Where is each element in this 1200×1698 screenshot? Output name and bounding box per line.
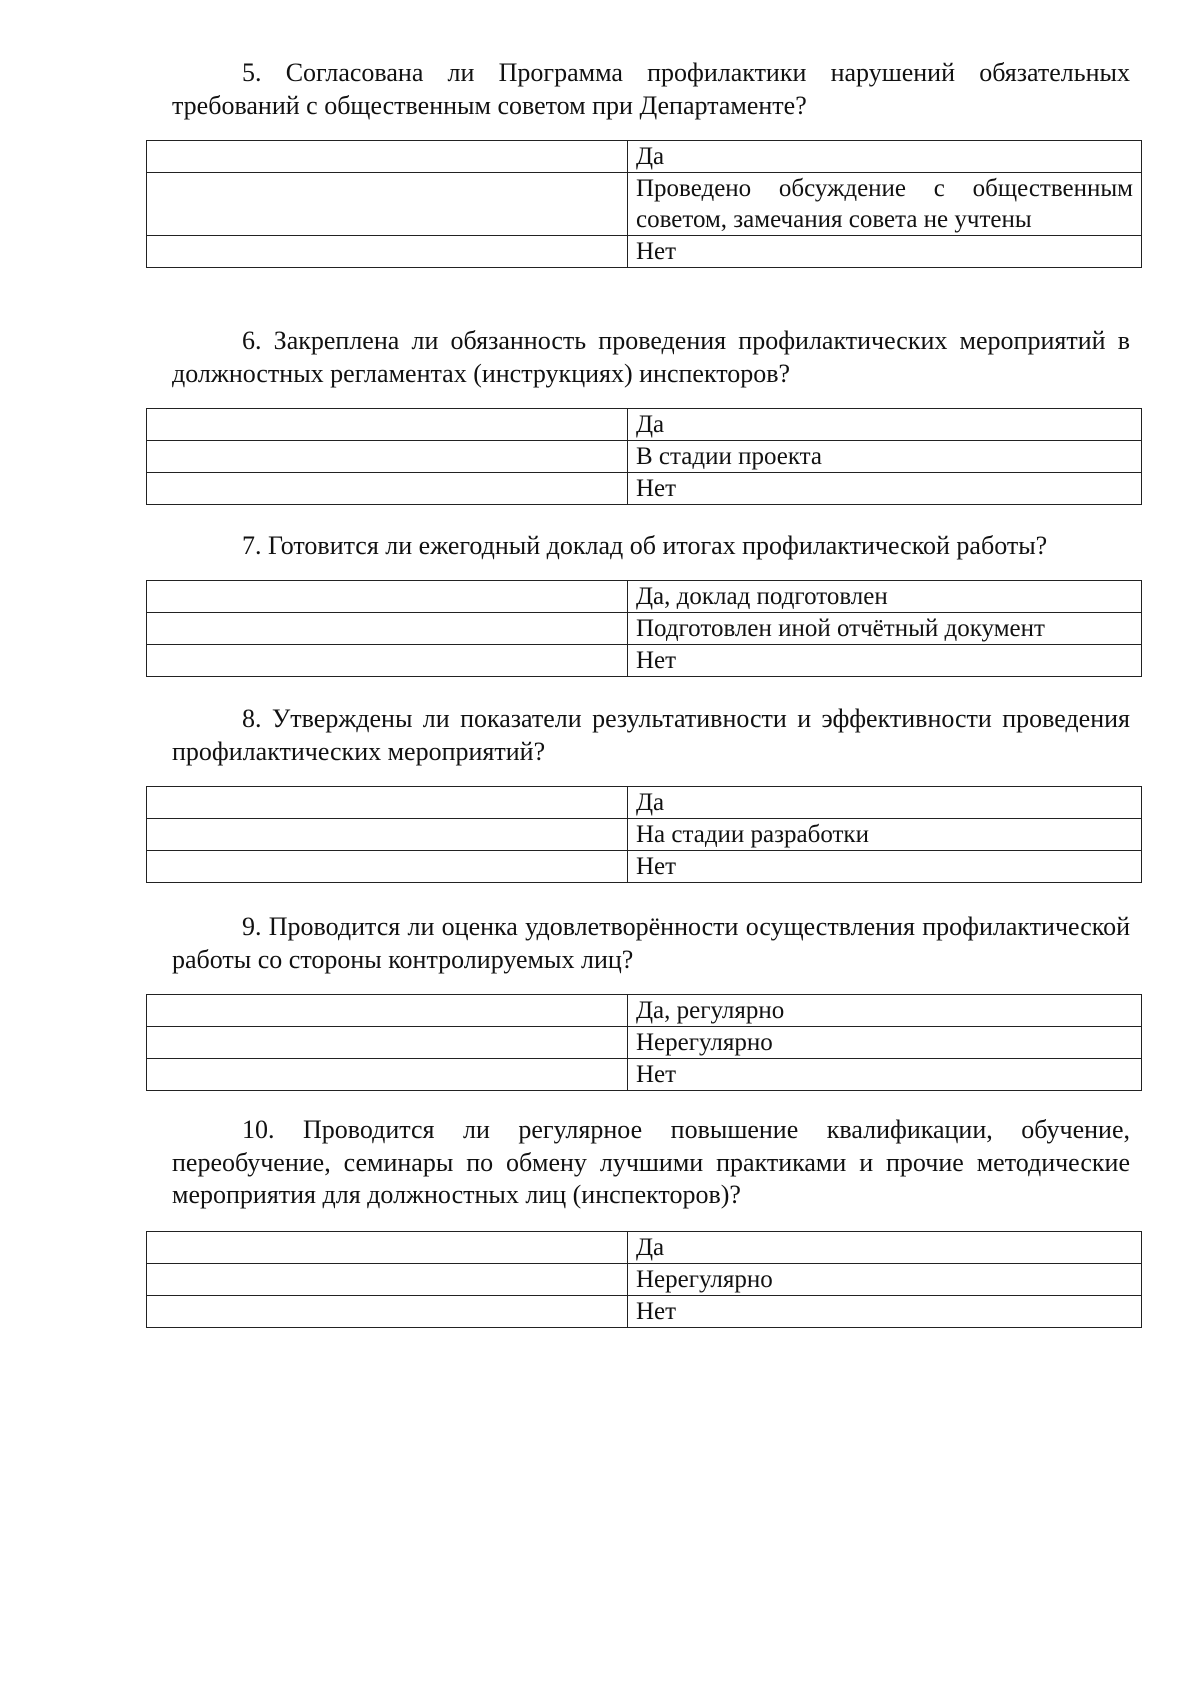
answer-row (147, 1264, 1142, 1296)
answer-mark-cell[interactable] (147, 613, 628, 645)
question-7: 7. Готовится ли ежегодный доклад об итогах профилактической работы? (242, 531, 1048, 560)
answer-row (147, 645, 1142, 677)
answer-mark-cell[interactable] (147, 1232, 628, 1264)
answer-option: Да (628, 787, 1142, 819)
answer-option: На стадии разработки (628, 819, 1142, 851)
answer-option: Нерегулярно (628, 1027, 1142, 1059)
answer-option: Нет (628, 473, 1142, 505)
answer-row (147, 851, 1142, 883)
answer-option: Нерегулярно (628, 1264, 1142, 1296)
answer-mark-cell[interactable] (147, 1296, 628, 1328)
answer-option: Нет (628, 851, 1142, 883)
answer-row (147, 787, 1142, 819)
answer-mark-cell[interactable] (147, 1264, 628, 1296)
answer-option: В стадии проекта (628, 441, 1142, 473)
answer-option: Нет (628, 236, 1142, 268)
answer-row (147, 141, 1142, 173)
question-8: 8. Утверждены ли показатели результативности и эффективности проведения профилактических мероприятий? (172, 704, 1130, 766)
answer-mark-cell[interactable] (147, 645, 628, 677)
answer-mark-cell[interactable] (147, 173, 628, 236)
answer-row (147, 173, 1142, 236)
answer-mark-cell[interactable] (147, 236, 628, 268)
answer-table-8 (146, 786, 1142, 883)
answer-table-10 (146, 1231, 1142, 1328)
answer-row (147, 1296, 1142, 1328)
question-10: 10. Проводится ли регулярное повышение квалификации, обучение, переобучение, семинары по обмену лучшими практиками и прочие методические мероприятия для должностных лиц (инспекторов)? (172, 1115, 1130, 1209)
answer-row (147, 473, 1142, 505)
question-5: 5. Согласована ли Программа профилактики нарушений обязательных требований с общественным советом при Департаменте? (172, 58, 1130, 120)
answer-row (147, 819, 1142, 851)
answer-row (147, 1232, 1142, 1264)
answer-table-5 (146, 140, 1142, 268)
answer-option: Да, регулярно (628, 995, 1142, 1027)
answer-option: Нет (628, 645, 1142, 677)
answer-mark-cell[interactable] (147, 581, 628, 613)
question-9: 9. Проводится ли оценка удовлетворённости осуществления профилактической работы со стороны контролируемых лиц? (172, 912, 1130, 974)
answer-row (147, 581, 1142, 613)
answer-option: Нет (628, 1296, 1142, 1328)
answer-row (147, 236, 1142, 268)
answer-table-7 (146, 580, 1142, 677)
answer-mark-cell[interactable] (147, 787, 628, 819)
answer-row (147, 441, 1142, 473)
answer-row (147, 613, 1142, 645)
answer-row (147, 995, 1142, 1027)
answer-mark-cell[interactable] (147, 473, 628, 505)
answer-row (147, 409, 1142, 441)
answer-table-9 (146, 994, 1142, 1091)
answer-option: Нет (628, 1059, 1142, 1091)
answer-option: Проведено обсуждение с общественным советом, замечания совета не учтены (628, 173, 1142, 236)
answer-option: Да, доклад подготовлен (628, 581, 1142, 613)
answer-row (147, 1027, 1142, 1059)
answer-row (147, 1059, 1142, 1091)
answer-mark-cell[interactable] (147, 995, 628, 1027)
answer-option: Да (628, 141, 1142, 173)
answer-option: Да (628, 1232, 1142, 1264)
answer-option: Подготовлен иной отчётный документ (628, 613, 1142, 645)
answer-mark-cell[interactable] (147, 441, 628, 473)
answer-table-6 (146, 408, 1142, 505)
answer-mark-cell[interactable] (147, 409, 628, 441)
answer-mark-cell[interactable] (147, 1059, 628, 1091)
answer-mark-cell[interactable] (147, 851, 628, 883)
answer-option: Да (628, 409, 1142, 441)
question-6: 6. Закреплена ли обязанность проведения профилактических мероприятий в должностных регламентах (инструкциях) инспекторов? (172, 326, 1130, 388)
answer-mark-cell[interactable] (147, 141, 628, 173)
answer-mark-cell[interactable] (147, 1027, 628, 1059)
answer-mark-cell[interactable] (147, 819, 628, 851)
